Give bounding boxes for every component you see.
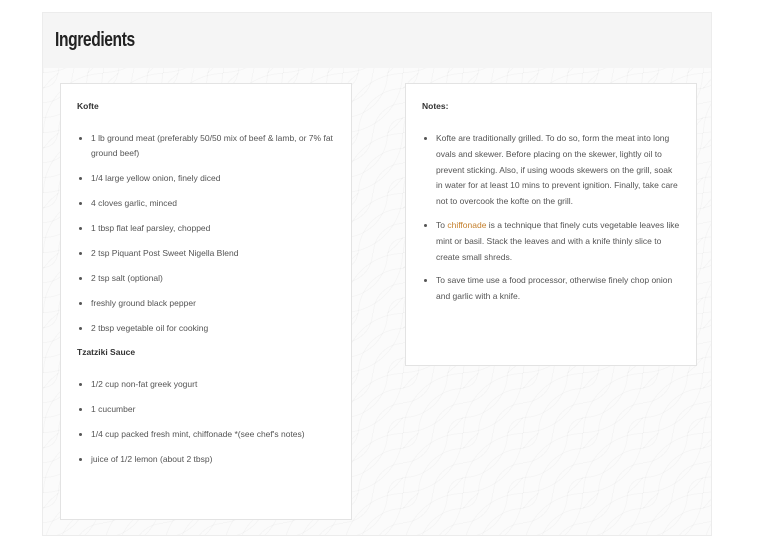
ingredient-item: • 1 tbsp flat leaf parsley, chopped bbox=[91, 221, 335, 236]
ingredient-item: • juice of 1/2 lemon (about 2 tbsp) bbox=[91, 452, 335, 467]
ingredient-item: • 2 tbsp vegetable oil for cooking bbox=[91, 321, 335, 336]
notes-panel bbox=[405, 83, 697, 366]
ingredients-header bbox=[43, 13, 711, 68]
note-item: • To save time use a food processor, otherwise finely chop onion and garlic with a knife. bbox=[436, 273, 680, 305]
note-text: To bbox=[436, 219, 448, 230]
recipe-ingredients-card bbox=[42, 12, 712, 536]
notes-list bbox=[422, 131, 680, 305]
ingredients-heading: Ingredients bbox=[55, 29, 135, 51]
ingredient-item: • 1/4 large yellow onion, finely diced bbox=[91, 171, 335, 186]
note-text: is a technique that finely cuts vegetable leaves like mint or basil. Stack the leaves and with a knife thinly slice to create small shreds. bbox=[436, 219, 680, 262]
ingredient-item: • 1 lb ground meat (preferably 50/50 mix of beef & lamb, or 7% fat ground beef) bbox=[91, 131, 335, 161]
sauce-ingredient-list bbox=[77, 377, 335, 467]
ingredient-item: • 2 tsp Piquant Post Sweet Nigella Blend bbox=[91, 246, 335, 261]
kofte-group-title: Kofte bbox=[77, 101, 99, 111]
notes-title: Notes: bbox=[422, 101, 449, 111]
chiffonade-link[interactable]: chiffonade bbox=[447, 219, 487, 230]
ingredient-item: • 2 tsp salt (optional) bbox=[91, 271, 335, 286]
kofte-ingredient-list bbox=[77, 131, 335, 336]
sauce-group-title: Tzatziki Sauce bbox=[77, 347, 136, 357]
ingredient-item: • 1/4 cup packed fresh mint, chiffonade *(see chef's notes) bbox=[91, 427, 335, 442]
ingredients-panel bbox=[60, 83, 352, 520]
ingredient-item: • 4 cloves garlic, minced bbox=[91, 196, 335, 211]
ingredient-item: • freshly ground black pepper bbox=[91, 296, 335, 311]
ingredient-item: • 1/2 cup non-fat greek yogurt bbox=[91, 377, 335, 392]
note-item bbox=[436, 218, 680, 265]
ingredient-item: • 1 cucumber bbox=[91, 402, 335, 417]
note-item: • Kofte are traditionally grilled. To do so, form the meat into long ovals and skewer. Before placing on the skewer, lightly oil to prevent sticking. Also, if using woods skewers on the grill, soak in water for at least 10 mins to prevent ignition. Finally, take care not to overcook the kofte on the grill. bbox=[436, 131, 680, 210]
